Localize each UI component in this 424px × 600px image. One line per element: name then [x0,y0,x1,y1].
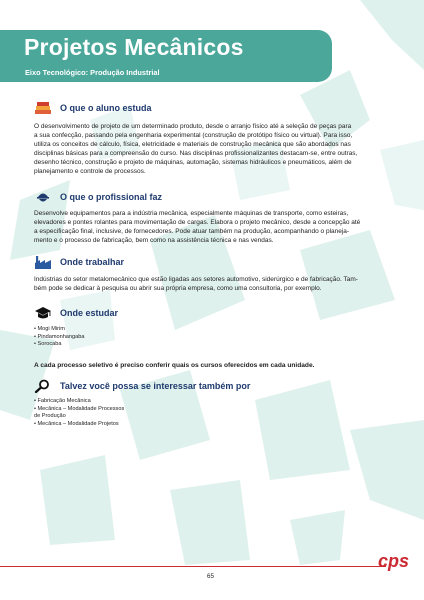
section-aluno-text: O desenvolvimento de projeto de um determinado produto, desde o arranjo físico até a seleção de peças para a sua confecção, passando pela engenharia experimental (construção de protótipo físico ou virtual). Para isso, utiliza os conceitos de cálculo, física, eletricidade e materiais de construção mecânica que são abordados nas disciplinas básicas para a compreensão do curso. Nas disciplinas profissionalizantes destacam-se, entre outras, desenho técnico, construção e projeto de máquinas, automação, sistemas hidráulicos e pneumáticos, além de planejamento e controle de processos. [34,123,358,176]
related-course-item: • Mecânica – Modalidade Projetos [34,421,119,428]
section-trabalhar-heading: Onde trabalhar [60,257,125,267]
worker-icon [34,190,52,204]
title-banner [0,30,332,82]
section-interesse-heading: Talvez você possa se interessar também por [60,381,251,391]
section-trabalhar-header [34,255,124,269]
related-course-item: • Mecânica – Modalidade Processos de Produção [34,405,125,420]
section-profissional-text: Desenvolve equipamentos para a indústria mecânica, especialmente máquinas de transporte, como esteiras, elevadores e pontes rolantes para movimentação de cargas. Elabora o projeto mecânico, desde a concepção até a especificação final, inclusive, de fornecedores. Pode atuar também na produção, acompanhando o planeja- mento e o processo de fabricação, bem como na assistência técnica e nas vendas. [34,210,361,245]
campus-item: • Mogi Mirim [34,326,65,332]
cps-logo [378,551,418,573]
section-interesse-header [34,379,250,393]
books-icon [34,101,52,115]
magnifier-icon [34,379,52,393]
svg-text:cps: cps [378,551,410,571]
campus-item: • Sorocaba [34,341,62,348]
campus-item: • Pindamonhangaba [34,333,85,340]
footer-rule [0,566,386,567]
campus-list [34,326,84,349]
selection-note: A cada processo seletivo é preciso conferir quais os cursos oferecidos em cada unidade. [34,362,315,369]
page-title: Projetos Mecânicos [24,34,244,60]
page-subtitle: Eixo Tecnológico: Produção Industrial [25,68,160,77]
section-profissional-heading: O que o profissional faz [60,192,163,202]
section-estudar-header [34,306,118,320]
section-estudar-heading: Onde estudar [60,308,119,318]
section-trabalhar-text: Indústrias do setor metalomecânico que estão ligadas aos setores automotivo, siderúrgico e de fabricação. Tam- bém pode se dedicar à pesquisa ou abrir sua própria empresa, como uma consultoria, por exemplo. [34,276,358,293]
page-number: 65 [207,573,214,580]
related-courses-list [34,398,124,429]
related-course-item: • Fabricação Mecânica [34,398,91,404]
graduation-cap-icon [34,306,52,320]
section-aluno-heading: O que o aluno estuda [60,103,152,113]
section-profissional-header [34,190,162,204]
factory-icon [34,255,52,269]
section-aluno-header [34,101,152,115]
